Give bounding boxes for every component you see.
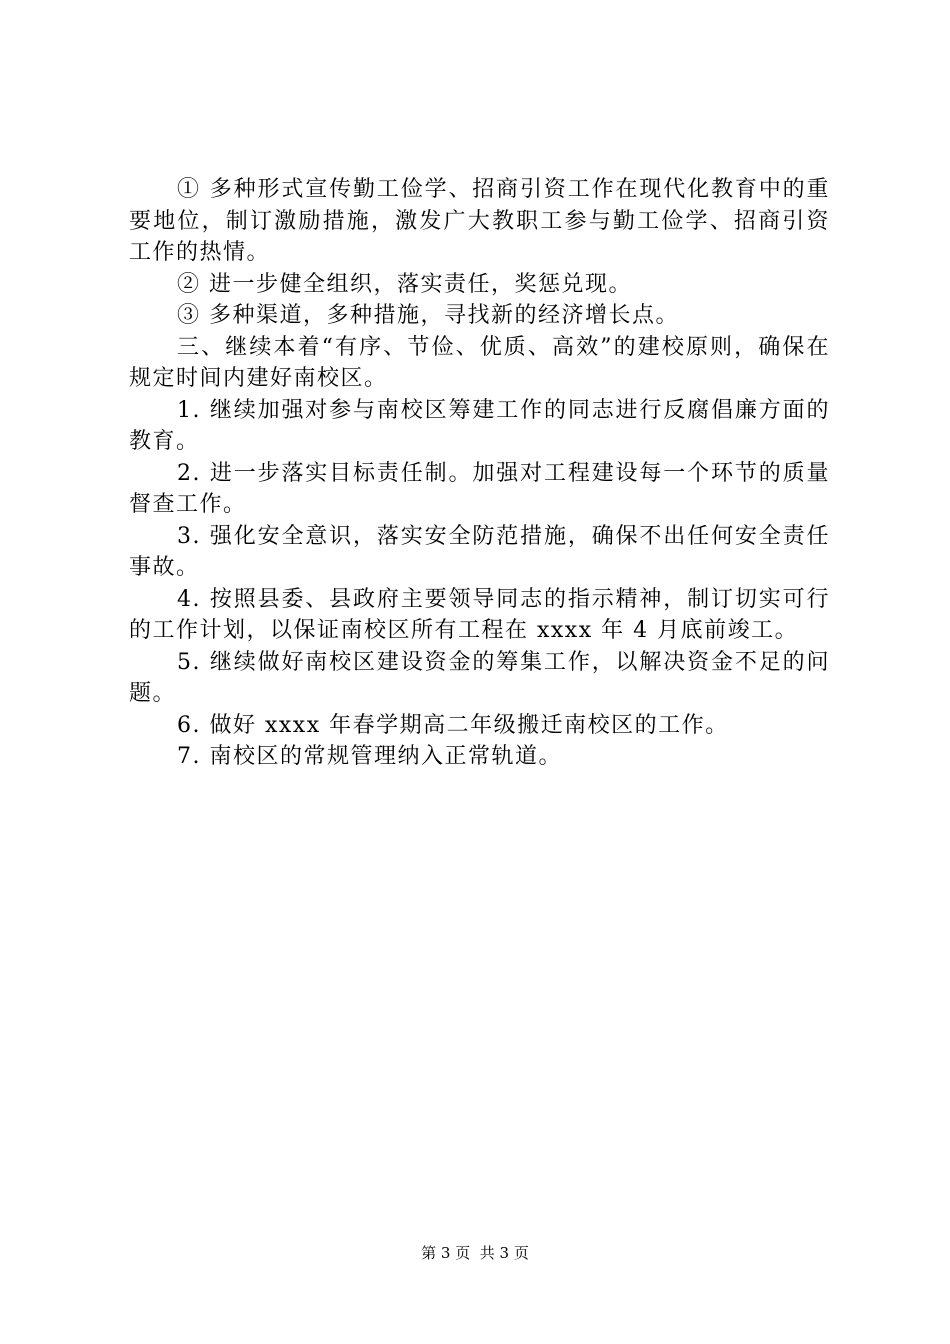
list-item-2: 2. 进一步落实目标责任制。加强对工程建设每一个环节的质量督查工作。 <box>129 460 830 517</box>
paragraph-organization: ② 进一步健全组织，落实责任，奖惩兑现。 <box>177 271 632 297</box>
list-item-1: 1. 继续加强对参与南校区筹建工作的同志进行反腐倡廉方面的教育。 <box>129 397 830 454</box>
paragraph-publicity-measures: ① 多种形式宣传勤工俭学、招商引资工作在现代化教育中的重要地位，制订激励措施，激发广大教职工参与勤工俭学、招商引资工作的热情。 <box>129 177 830 265</box>
list-item-4: 4. 按照县委、县政府主要领导同志的指示精神，制订切实可行的工作计划，以保证南校区所有工程在 xxxx 年 4 月底前竣工。 <box>129 586 830 643</box>
page-number-footer: 第 3 页 共 3 页 <box>421 1244 529 1262</box>
section-heading-campus-construction: 三、继续本着“有序、节俭、优质、高效”的建校原则，确保在规定时间内建好南校区。 <box>129 334 830 391</box>
list-item-6: 6. 做好 xxxx 年春学期高二年级搬迁南校区的工作。 <box>177 712 729 738</box>
list-item-3: 3. 强化安全意识，落实安全防范措施，确保不出任何安全责任事故。 <box>129 523 830 580</box>
list-item-5: 5. 继续做好南校区建设资金的筹集工作，以解决资金不足的问题。 <box>129 649 830 706</box>
list-item-7: 7. 南校区的常规管理纳入正常轨道。 <box>177 744 562 769</box>
document-body <box>129 174 830 773</box>
paragraph-growth-points: ③ 多种渠道，多种措施，寻找新的经济增长点。 <box>177 303 679 328</box>
